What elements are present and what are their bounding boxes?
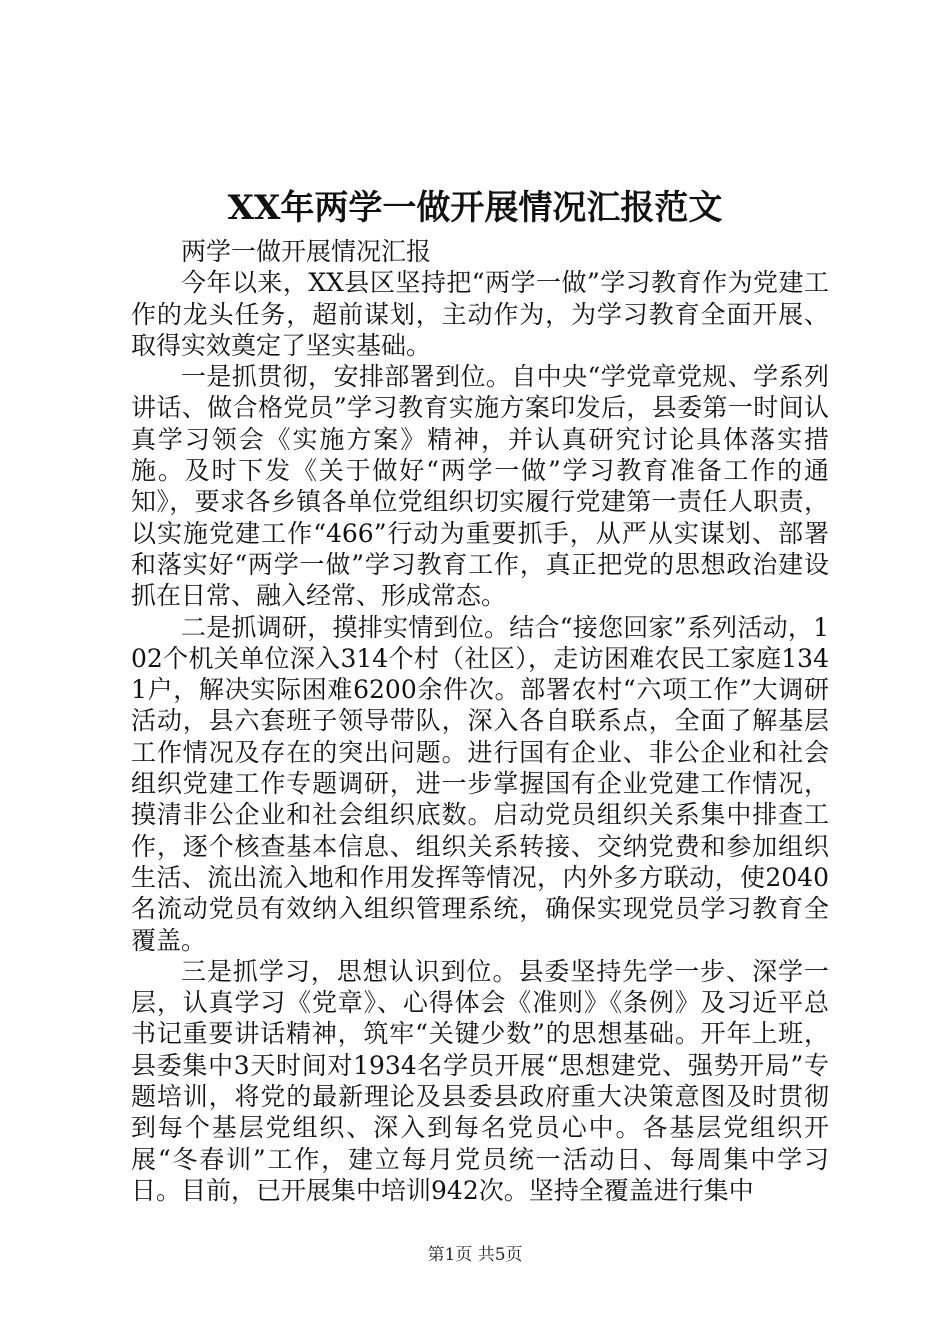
paragraph-point-three: 三是抓学习，思想认识到位。县委坚持先学一步、深学一层，认真学习《党章》、心得体会《准则》《条例》及习近平总书记重要讲话精神，筑牢“关键少数”的思想基础。开年上班，县委集中3天时间对1934名学员开展“思想建党、强势开局”专题培训，将党的最新理论及县委县政府重大决策意图及时贯彻到每个基层党组织、深入到每名党员心中。各基层党组织开展“冬春训”工作，建立每月党员统一活动日、每周集中学习日。目前，已开展集中培训942次。坚持全覆盖进行集中	[131, 956, 829, 1205]
paragraph-point-two: 二是抓调研，摸排实情到位。结合“接您回家”系列活动，102个机关单位深入314个村（社区），走访困难农民工家庭1341户，解决实际困难6200余件次。部署农村“六项工作”大调研活动，县六套班子领导带队，深入各自联系点，全面了解基层工作情况及存在的突出问题。进行国有企业、非公企业和社会组织党建工作专题调研，进一步掌握国有企业党建工作情况，摸清非公企业和社会组织底数。启动党员组织关系集中排查工作，逐个核查基本信息、组织关系转接、交纳党费和参加组织生活、流出流入地和作用发挥等情况，内外多方联动，使2040名流动党员有效纳入组织管理系统，确保实现党员学习教育全覆盖。	[131, 612, 829, 955]
page-title: XX年两学一做开展情况汇报范文	[227, 188, 723, 228]
page-number-footer: 第1页 共5页	[427, 1245, 523, 1265]
document-body	[131, 236, 829, 1206]
paragraph-point-one: 一是抓贯彻，安排部署到位。自中央“学党章党规、学系列讲话、做合格党员”学习教育实施方案印发后，县委第一时间认真学习领会《实施方案》精神，并认真研究讨论具体落实措施。及时下发《关于做好“两学一做”学习教育准备工作的通知》，要求各乡镇各单位党组织切实履行党建第一责任人职责，以实施党建工作“466”行动为重要抓手，从严从实谋划、部署和落实好“两学一做”学习教育工作，真正把党的思想政治建设抓在日常、融入经常、形成常态。	[131, 362, 829, 611]
paragraph-intro: 今年以来，XX县区坚持把“两学一做”学习教育作为党建工作的龙头任务，超前谋划，主动作为，为学习教育全面开展、取得实效奠定了坚实基础。	[131, 268, 829, 360]
paragraph-subtitle: 两学一做开展情况汇报	[181, 237, 432, 266]
